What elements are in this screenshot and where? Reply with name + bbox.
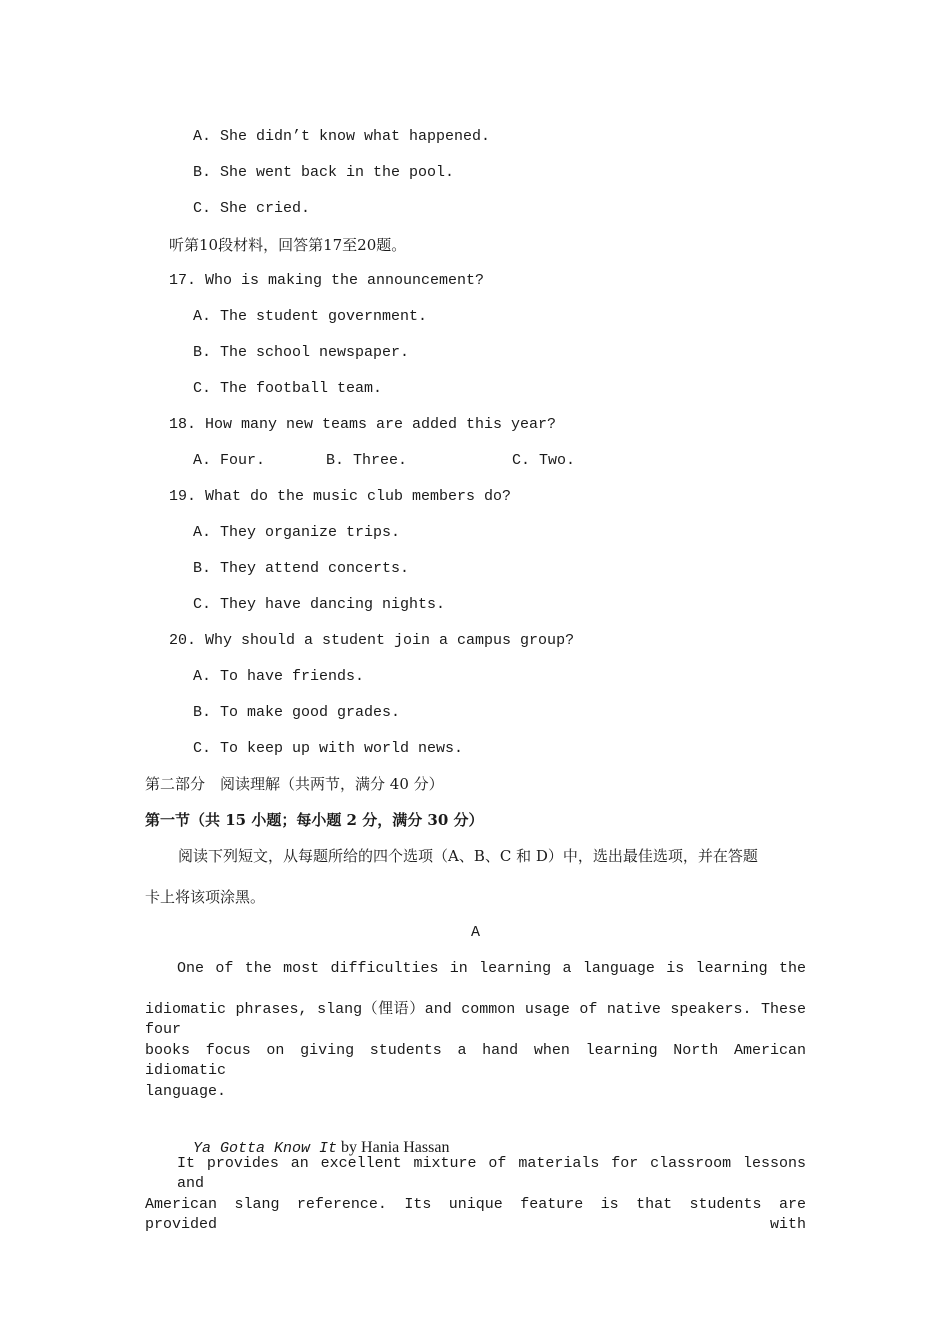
passage-p1-line2: idiomatic phrases, slang（俚语）and common usage of native speakers. These four [145,1001,806,1038]
passage-label: A [470,924,480,941]
book1-author: by Hania Hassan [337,1139,450,1156]
passage-p1-line4: language. [145,1083,227,1100]
q16-option-c: C. She cried. [193,200,311,217]
q20-option-a: A. To have friends. [193,668,365,685]
passage-p2-line2: American slang reference. Its unique feature is that students are provided with [145,1196,806,1233]
q20-question: 20. Why should a student join a campus group? [169,632,575,649]
q18-option-c: C. Two. [512,452,576,469]
q17-option-b: B. The school newspaper. [193,344,410,361]
passage-p1-line1: One of the most difficulties in learning a language is learning the [177,960,806,977]
q19-question: 19. What do the music club members do? [169,488,512,505]
q17-option-c: C. The football team. [193,380,383,397]
q18-question: 18. How many new teams are added this year? [169,416,557,433]
q16-option-a: A. She didn’t know what happened. [193,128,491,145]
reading-instruction-line2: 卡上将该项涂黑。 [145,888,266,906]
book1-title: Ya Gotta Know It [193,1140,338,1157]
q19-option-b: B. They attend concerts. [193,560,410,577]
part2-heading: 第二部分 阅读理解（共两节，满分 40 分） [145,775,444,793]
q18-option-b: B. Three. [326,452,408,469]
section10-instruction: 听第10段材料，回答第17至20题。 [169,236,407,254]
reading-instruction-line1: 阅读下列短文，从每题所给的四个选项（A、B、C 和 D）中，选出最佳选项，并在答题 [178,847,758,865]
q19-option-a: A. They organize trips. [193,524,401,541]
q17-question: 17. Who is making the announcement? [169,272,485,289]
q16-option-b: B. She went back in the pool. [193,164,455,181]
q19-option-c: C. They have dancing nights. [193,596,446,613]
q20-option-b: B. To make good grades. [193,704,401,721]
q18-option-a: A. Four. [193,452,266,469]
passage-p1-line3: books focus on giving students a hand when learning North American idiomatic [145,1042,806,1079]
q17-option-a: A. The student government. [193,308,428,325]
passage-p2-line1: It provides an excellent mixture of materials for classroom lessons and [177,1155,806,1192]
q20-option-c: C. To keep up with world news. [193,740,464,757]
section1-heading: 第一节（共 15 小题；每小题 2 分，满分 30 分） [145,811,484,829]
